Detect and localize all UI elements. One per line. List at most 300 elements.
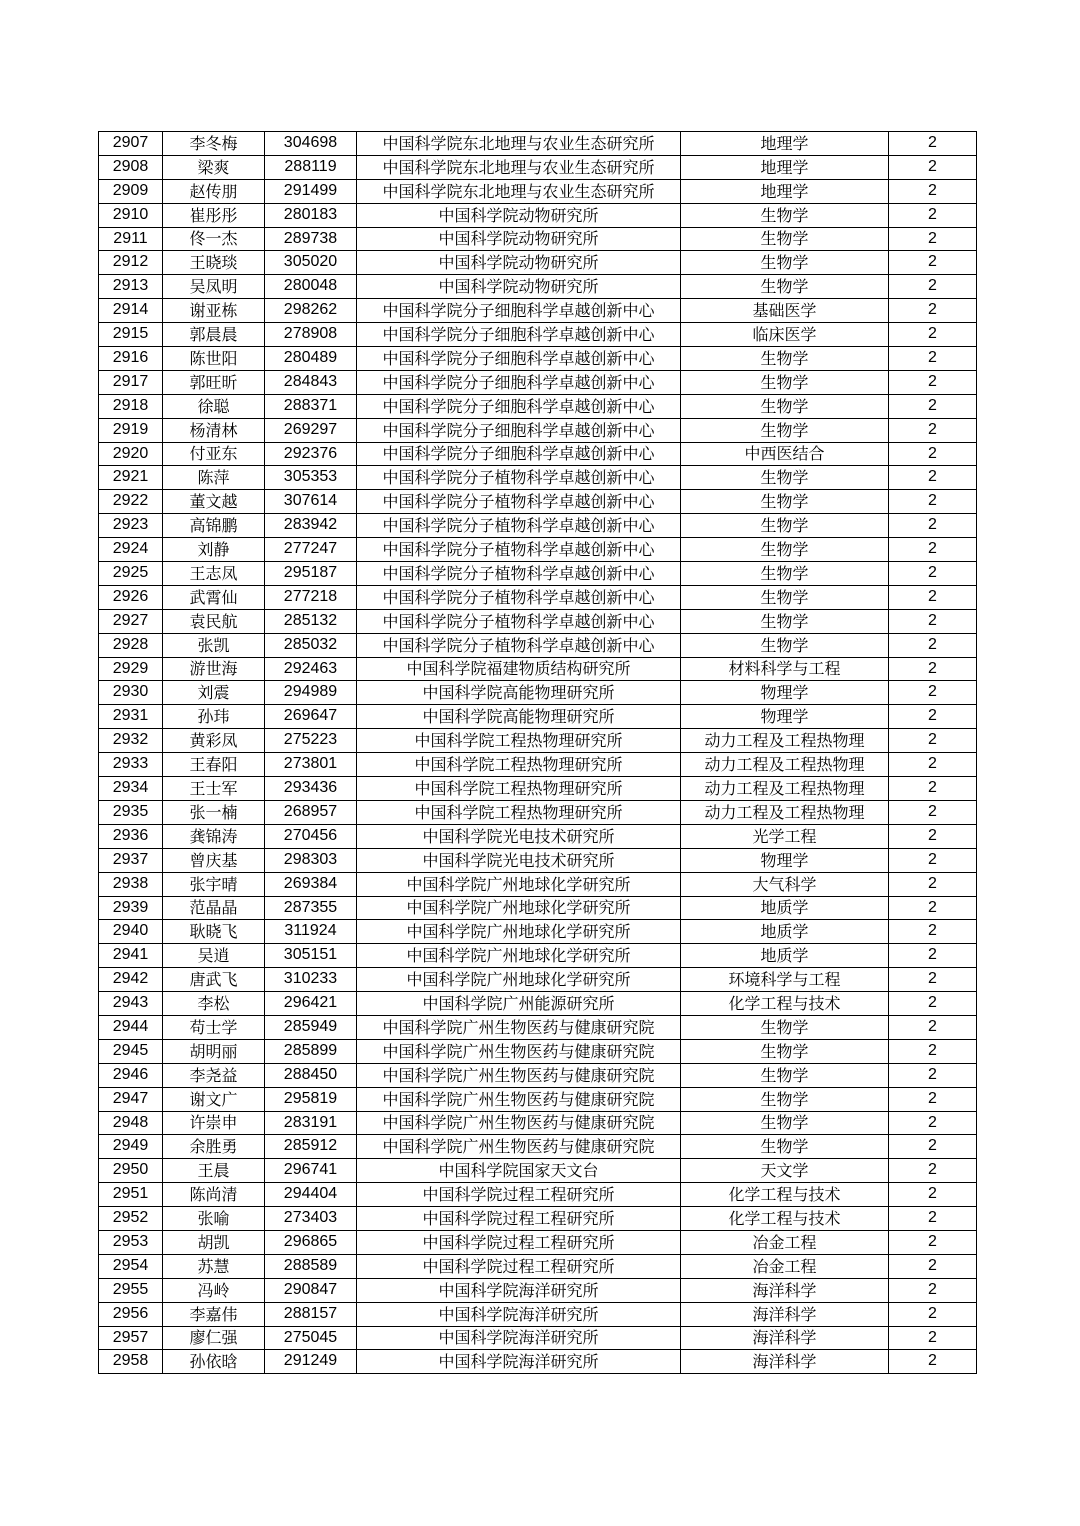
discipline-cell: 生物学 <box>681 585 889 609</box>
id-cell: 294989 <box>265 681 357 705</box>
discipline-cell: 生物学 <box>681 609 889 633</box>
name-cell: 曾庆基 <box>163 848 265 872</box>
id-cell: 275223 <box>265 729 357 753</box>
table-row <box>99 394 977 418</box>
table-row <box>99 1230 977 1254</box>
row-number-cell: 2947 <box>99 1087 163 1111</box>
discipline-cell: 生物学 <box>681 633 889 657</box>
discipline-cell: 冶金工程 <box>681 1254 889 1278</box>
id-cell: 288450 <box>265 1063 357 1087</box>
row-number-cell: 2943 <box>99 992 163 1016</box>
institute-cell: 中国科学院光电技术研究所 <box>357 824 681 848</box>
table-row <box>99 323 977 347</box>
name-cell: 余胜勇 <box>163 1135 265 1159</box>
table-row <box>99 538 977 562</box>
name-cell: 许崇申 <box>163 1111 265 1135</box>
row-number-cell: 2952 <box>99 1207 163 1231</box>
discipline-cell: 海洋科学 <box>681 1278 889 1302</box>
id-cell: 275045 <box>265 1326 357 1350</box>
id-cell: 305151 <box>265 944 357 968</box>
institute-cell: 中国科学院分子细胞科学卓越创新中心 <box>357 323 681 347</box>
discipline-cell: 地理学 <box>681 155 889 179</box>
institute-cell: 中国科学院广州生物医药与健康研究院 <box>357 1015 681 1039</box>
id-cell: 283942 <box>265 514 357 538</box>
table-row <box>99 275 977 299</box>
name-cell: 张一楠 <box>163 800 265 824</box>
institute-cell: 中国科学院分子植物科学卓越创新中心 <box>357 633 681 657</box>
count-cell: 2 <box>889 251 977 275</box>
id-cell: 270456 <box>265 824 357 848</box>
id-cell: 280489 <box>265 347 357 371</box>
row-number-cell: 2935 <box>99 800 163 824</box>
id-cell: 293436 <box>265 777 357 801</box>
discipline-cell: 动力工程及工程热物理 <box>681 800 889 824</box>
id-cell: 273403 <box>265 1207 357 1231</box>
table-row <box>99 203 977 227</box>
row-number-cell: 2958 <box>99 1350 163 1374</box>
name-cell: 杨清林 <box>163 418 265 442</box>
institute-cell: 中国科学院广州地球化学研究所 <box>357 944 681 968</box>
institute-cell: 中国科学院东北地理与农业生态研究所 <box>357 132 681 156</box>
count-cell: 2 <box>889 299 977 323</box>
institute-cell: 中国科学院光电技术研究所 <box>357 848 681 872</box>
row-number-cell: 2923 <box>99 514 163 538</box>
row-number-cell: 2908 <box>99 155 163 179</box>
name-cell: 陈世阳 <box>163 347 265 371</box>
name-cell: 付亚东 <box>163 442 265 466</box>
table-row <box>99 681 977 705</box>
count-cell: 2 <box>889 633 977 657</box>
discipline-cell: 生物学 <box>681 275 889 299</box>
discipline-cell: 生物学 <box>681 538 889 562</box>
row-number-cell: 2944 <box>99 1015 163 1039</box>
id-cell: 305020 <box>265 251 357 275</box>
table-row <box>99 657 977 681</box>
discipline-cell: 化学工程与技术 <box>681 1183 889 1207</box>
institute-cell: 中国科学院动物研究所 <box>357 203 681 227</box>
name-cell: 张宇晴 <box>163 872 265 896</box>
discipline-cell: 生物学 <box>681 1135 889 1159</box>
table-row <box>99 490 977 514</box>
institute-cell: 中国科学院东北地理与农业生态研究所 <box>357 155 681 179</box>
id-cell: 278908 <box>265 323 357 347</box>
institute-cell: 中国科学院分子细胞科学卓越创新中心 <box>357 347 681 371</box>
count-cell: 2 <box>889 848 977 872</box>
row-number-cell: 2919 <box>99 418 163 442</box>
table-row <box>99 227 977 251</box>
institute-cell: 中国科学院海洋研究所 <box>357 1302 681 1326</box>
name-cell: 徐聪 <box>163 394 265 418</box>
name-cell: 王春阳 <box>163 753 265 777</box>
row-number-cell: 2953 <box>99 1230 163 1254</box>
name-cell: 陈萍 <box>163 466 265 490</box>
table-row <box>99 729 977 753</box>
table-row <box>99 609 977 633</box>
discipline-cell: 海洋科学 <box>681 1350 889 1374</box>
row-number-cell: 2934 <box>99 777 163 801</box>
row-number-cell: 2915 <box>99 323 163 347</box>
name-cell: 王晓琰 <box>163 251 265 275</box>
count-cell: 2 <box>889 992 977 1016</box>
table-row <box>99 1183 977 1207</box>
id-cell: 288371 <box>265 394 357 418</box>
id-cell: 296741 <box>265 1159 357 1183</box>
count-cell: 2 <box>889 1350 977 1374</box>
institute-cell: 中国科学院国家天文台 <box>357 1159 681 1183</box>
institute-cell: 中国科学院海洋研究所 <box>357 1326 681 1350</box>
name-cell: 谢文广 <box>163 1087 265 1111</box>
row-number-cell: 2921 <box>99 466 163 490</box>
id-cell: 268957 <box>265 800 357 824</box>
table-row <box>99 800 977 824</box>
row-number-cell: 2951 <box>99 1183 163 1207</box>
discipline-cell: 生物学 <box>681 562 889 586</box>
name-cell: 孙依晗 <box>163 1350 265 1374</box>
count-cell: 2 <box>889 1207 977 1231</box>
discipline-cell: 动力工程及工程热物理 <box>681 729 889 753</box>
name-cell: 吴逍 <box>163 944 265 968</box>
institute-cell: 中国科学院工程热物理研究所 <box>357 729 681 753</box>
institute-cell: 中国科学院动物研究所 <box>357 227 681 251</box>
count-cell: 2 <box>889 562 977 586</box>
institute-cell: 中国科学院工程热物理研究所 <box>357 753 681 777</box>
row-number-cell: 2929 <box>99 657 163 681</box>
table-row <box>99 299 977 323</box>
name-cell: 范晶晶 <box>163 896 265 920</box>
count-cell: 2 <box>889 1159 977 1183</box>
table-row <box>99 1063 977 1087</box>
discipline-cell: 生物学 <box>681 1039 889 1063</box>
row-number-cell: 2957 <box>99 1326 163 1350</box>
row-number-cell: 2955 <box>99 1278 163 1302</box>
count-cell: 2 <box>889 872 977 896</box>
count-cell: 2 <box>889 705 977 729</box>
row-number-cell: 2933 <box>99 753 163 777</box>
institute-cell: 中国科学院广州地球化学研究所 <box>357 968 681 992</box>
name-cell: 赵传朋 <box>163 179 265 203</box>
table-row <box>99 251 977 275</box>
discipline-cell: 冶金工程 <box>681 1230 889 1254</box>
name-cell: 廖仁强 <box>163 1326 265 1350</box>
discipline-cell: 海洋科学 <box>681 1302 889 1326</box>
institute-cell: 中国科学院分子细胞科学卓越创新中心 <box>357 394 681 418</box>
name-cell: 刘静 <box>163 538 265 562</box>
id-cell: 285949 <box>265 1015 357 1039</box>
name-cell: 李尧益 <box>163 1063 265 1087</box>
id-cell: 280183 <box>265 203 357 227</box>
name-cell: 耿晓飞 <box>163 920 265 944</box>
discipline-cell: 生物学 <box>681 394 889 418</box>
institute-cell: 中国科学院广州生物医药与健康研究院 <box>357 1135 681 1159</box>
discipline-cell: 化学工程与技术 <box>681 992 889 1016</box>
table-row <box>99 896 977 920</box>
table-row <box>99 1207 977 1231</box>
institute-cell: 中国科学院过程工程研究所 <box>357 1254 681 1278</box>
table-row <box>99 1254 977 1278</box>
discipline-cell: 生物学 <box>681 1015 889 1039</box>
count-cell: 2 <box>889 1087 977 1111</box>
count-cell: 2 <box>889 1063 977 1087</box>
count-cell: 2 <box>889 681 977 705</box>
table-row <box>99 1159 977 1183</box>
id-cell: 298262 <box>265 299 357 323</box>
discipline-cell: 动力工程及工程热物理 <box>681 753 889 777</box>
table-row <box>99 968 977 992</box>
discipline-cell: 物理学 <box>681 681 889 705</box>
institute-cell: 中国科学院海洋研究所 <box>357 1278 681 1302</box>
institute-cell: 中国科学院广州地球化学研究所 <box>357 872 681 896</box>
discipline-cell: 地质学 <box>681 896 889 920</box>
id-cell: 269384 <box>265 872 357 896</box>
count-cell: 2 <box>889 1015 977 1039</box>
count-cell: 2 <box>889 1135 977 1159</box>
row-number-cell: 2910 <box>99 203 163 227</box>
id-cell: 288589 <box>265 1254 357 1278</box>
name-cell: 冯岭 <box>163 1278 265 1302</box>
table-row <box>99 132 977 156</box>
row-number-cell: 2932 <box>99 729 163 753</box>
count-cell: 2 <box>889 179 977 203</box>
institute-cell: 中国科学院分子植物科学卓越创新中心 <box>357 585 681 609</box>
table-row <box>99 872 977 896</box>
count-cell: 2 <box>889 609 977 633</box>
discipline-cell: 海洋科学 <box>681 1326 889 1350</box>
count-cell: 2 <box>889 585 977 609</box>
table-row <box>99 705 977 729</box>
count-cell: 2 <box>889 753 977 777</box>
table-row <box>99 753 977 777</box>
row-number-cell: 2924 <box>99 538 163 562</box>
institute-cell: 中国科学院动物研究所 <box>357 251 681 275</box>
count-cell: 2 <box>889 323 977 347</box>
id-cell: 284843 <box>265 370 357 394</box>
count-cell: 2 <box>889 1230 977 1254</box>
institute-cell: 中国科学院动物研究所 <box>357 275 681 299</box>
name-cell: 郭晨晨 <box>163 323 265 347</box>
id-cell: 277218 <box>265 585 357 609</box>
row-number-cell: 2909 <box>99 179 163 203</box>
name-cell: 李冬梅 <box>163 132 265 156</box>
table-row <box>99 848 977 872</box>
count-cell: 2 <box>889 347 977 371</box>
table-row <box>99 155 977 179</box>
name-cell: 李松 <box>163 992 265 1016</box>
id-cell: 291249 <box>265 1350 357 1374</box>
row-number-cell: 2938 <box>99 872 163 896</box>
count-cell: 2 <box>889 227 977 251</box>
table-row <box>99 370 977 394</box>
name-cell: 崔彤彤 <box>163 203 265 227</box>
row-number-cell: 2907 <box>99 132 163 156</box>
institute-cell: 中国科学院工程热物理研究所 <box>357 777 681 801</box>
discipline-cell: 基础医学 <box>681 299 889 323</box>
name-cell: 李嘉伟 <box>163 1302 265 1326</box>
row-number-cell: 2945 <box>99 1039 163 1063</box>
id-cell: 269297 <box>265 418 357 442</box>
institute-cell: 中国科学院分子植物科学卓越创新中心 <box>357 514 681 538</box>
discipline-cell: 生物学 <box>681 1063 889 1087</box>
row-number-cell: 2942 <box>99 968 163 992</box>
institute-cell: 中国科学院广州生物医药与健康研究院 <box>357 1111 681 1135</box>
name-cell: 孙玮 <box>163 705 265 729</box>
discipline-cell: 地理学 <box>681 179 889 203</box>
count-cell: 2 <box>889 777 977 801</box>
institute-cell: 中国科学院分子植物科学卓越创新中心 <box>357 490 681 514</box>
discipline-cell: 生物学 <box>681 347 889 371</box>
table-row <box>99 562 977 586</box>
count-cell: 2 <box>889 920 977 944</box>
table-row <box>99 1350 977 1374</box>
table-row <box>99 347 977 371</box>
discipline-cell: 中西医结合 <box>681 442 889 466</box>
id-cell: 298303 <box>265 848 357 872</box>
row-number-cell: 2941 <box>99 944 163 968</box>
id-cell: 280048 <box>265 275 357 299</box>
count-cell: 2 <box>889 538 977 562</box>
count-cell: 2 <box>889 1326 977 1350</box>
id-cell: 291499 <box>265 179 357 203</box>
id-cell: 285132 <box>265 609 357 633</box>
row-number-cell: 2912 <box>99 251 163 275</box>
count-cell: 2 <box>889 1183 977 1207</box>
table-row <box>99 1015 977 1039</box>
table-row <box>99 1111 977 1135</box>
row-number-cell: 2937 <box>99 848 163 872</box>
id-cell: 277247 <box>265 538 357 562</box>
institute-cell: 中国科学院分子细胞科学卓越创新中心 <box>357 442 681 466</box>
discipline-cell: 环境科学与工程 <box>681 968 889 992</box>
table-row <box>99 585 977 609</box>
name-cell: 陈尚清 <box>163 1183 265 1207</box>
discipline-cell: 地理学 <box>681 132 889 156</box>
id-cell: 310233 <box>265 968 357 992</box>
name-cell: 梁爽 <box>163 155 265 179</box>
row-number-cell: 2922 <box>99 490 163 514</box>
roster-table <box>98 131 977 1374</box>
discipline-cell: 大气科学 <box>681 872 889 896</box>
table-row <box>99 1087 977 1111</box>
count-cell: 2 <box>889 155 977 179</box>
discipline-cell: 生物学 <box>681 1087 889 1111</box>
id-cell: 294404 <box>265 1183 357 1207</box>
table-row <box>99 1302 977 1326</box>
row-number-cell: 2956 <box>99 1302 163 1326</box>
id-cell: 287355 <box>265 896 357 920</box>
name-cell: 游世海 <box>163 657 265 681</box>
institute-cell: 中国科学院分子植物科学卓越创新中心 <box>357 466 681 490</box>
row-number-cell: 2925 <box>99 562 163 586</box>
count-cell: 2 <box>889 1039 977 1063</box>
count-cell: 2 <box>889 800 977 824</box>
discipline-cell: 生物学 <box>681 370 889 394</box>
id-cell: 288157 <box>265 1302 357 1326</box>
discipline-cell: 生物学 <box>681 514 889 538</box>
count-cell: 2 <box>889 418 977 442</box>
id-cell: 296865 <box>265 1230 357 1254</box>
name-cell: 袁民航 <box>163 609 265 633</box>
institute-cell: 中国科学院工程热物理研究所 <box>357 800 681 824</box>
discipline-cell: 化学工程与技术 <box>681 1207 889 1231</box>
roster-table-body <box>99 132 977 1374</box>
name-cell: 张喻 <box>163 1207 265 1231</box>
count-cell: 2 <box>889 132 977 156</box>
institute-cell: 中国科学院广州生物医药与健康研究院 <box>357 1087 681 1111</box>
id-cell: 292463 <box>265 657 357 681</box>
count-cell: 2 <box>889 466 977 490</box>
row-number-cell: 2931 <box>99 705 163 729</box>
id-cell: 305353 <box>265 466 357 490</box>
table-row <box>99 824 977 848</box>
count-cell: 2 <box>889 896 977 920</box>
discipline-cell: 生物学 <box>681 466 889 490</box>
discipline-cell: 生物学 <box>681 418 889 442</box>
id-cell: 292376 <box>265 442 357 466</box>
name-cell: 胡明丽 <box>163 1039 265 1063</box>
row-number-cell: 2918 <box>99 394 163 418</box>
count-cell: 2 <box>889 275 977 299</box>
row-number-cell: 2936 <box>99 824 163 848</box>
row-number-cell: 2954 <box>99 1254 163 1278</box>
name-cell: 董文越 <box>163 490 265 514</box>
id-cell: 307614 <box>265 490 357 514</box>
count-cell: 2 <box>889 203 977 227</box>
discipline-cell: 光学工程 <box>681 824 889 848</box>
id-cell: 285899 <box>265 1039 357 1063</box>
row-number-cell: 2930 <box>99 681 163 705</box>
institute-cell: 中国科学院广州生物医药与健康研究院 <box>357 1063 681 1087</box>
institute-cell: 中国科学院高能物理研究所 <box>357 681 681 705</box>
name-cell: 唐武飞 <box>163 968 265 992</box>
table-row <box>99 1326 977 1350</box>
discipline-cell: 材料科学与工程 <box>681 657 889 681</box>
discipline-cell: 临床医学 <box>681 323 889 347</box>
row-number-cell: 2917 <box>99 370 163 394</box>
institute-cell: 中国科学院东北地理与农业生态研究所 <box>357 179 681 203</box>
count-cell: 2 <box>889 1111 977 1135</box>
table-row <box>99 944 977 968</box>
discipline-cell: 生物学 <box>681 227 889 251</box>
count-cell: 2 <box>889 657 977 681</box>
table-row <box>99 514 977 538</box>
name-cell: 王士军 <box>163 777 265 801</box>
row-number-cell: 2948 <box>99 1111 163 1135</box>
table-row <box>99 633 977 657</box>
id-cell: 290847 <box>265 1278 357 1302</box>
name-cell: 佟一杰 <box>163 227 265 251</box>
id-cell: 285912 <box>265 1135 357 1159</box>
id-cell: 295819 <box>265 1087 357 1111</box>
row-number-cell: 2946 <box>99 1063 163 1087</box>
row-number-cell: 2926 <box>99 585 163 609</box>
count-cell: 2 <box>889 824 977 848</box>
row-number-cell: 2920 <box>99 442 163 466</box>
institute-cell: 中国科学院广州地球化学研究所 <box>357 920 681 944</box>
count-cell: 2 <box>889 729 977 753</box>
count-cell: 2 <box>889 968 977 992</box>
name-cell: 刘震 <box>163 681 265 705</box>
institute-cell: 中国科学院分子植物科学卓越创新中心 <box>357 538 681 562</box>
count-cell: 2 <box>889 370 977 394</box>
table-row <box>99 1039 977 1063</box>
institute-cell: 中国科学院广州地球化学研究所 <box>357 896 681 920</box>
name-cell: 吴凤明 <box>163 275 265 299</box>
id-cell: 283191 <box>265 1111 357 1135</box>
table-row <box>99 466 977 490</box>
table-row <box>99 179 977 203</box>
count-cell: 2 <box>889 944 977 968</box>
discipline-cell: 动力工程及工程热物理 <box>681 777 889 801</box>
row-number-cell: 2911 <box>99 227 163 251</box>
